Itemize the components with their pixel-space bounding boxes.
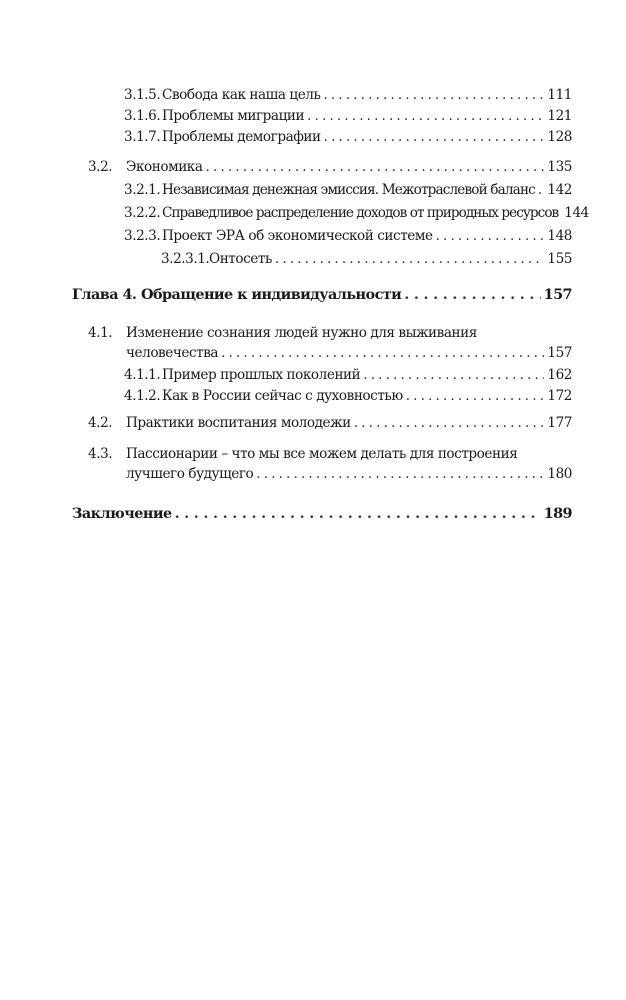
dot-leader [221, 343, 544, 363]
entry-page-number: 177 [547, 415, 572, 431]
dot-leader [404, 285, 540, 305]
entry-title: Как в России сейчас с духовностью [162, 388, 403, 404]
entry-title: Свобода как наша цель [162, 87, 321, 103]
chapter-number: Глава 4. [72, 286, 137, 303]
entry-title-line1: Изменение сознания людей нужно для выживания [126, 325, 477, 341]
entry-title: Пример прошлых поколений [162, 367, 361, 383]
entry-number: 3.2.1. [124, 182, 161, 198]
entry-title: Практики воспитания молодежи [126, 415, 351, 431]
entry-page-number: 155 [547, 251, 572, 267]
toc-entry-3-2-3-1[interactable] [161, 249, 572, 269]
dot-leader [436, 226, 545, 246]
toc-entry-3-2-3[interactable] [124, 226, 572, 246]
entry-number: 4.1.1. [124, 367, 161, 383]
entry-title: Проект ЭРА об экономической системе [162, 228, 433, 244]
entry-title: Проблемы миграции [162, 108, 305, 124]
entry-number: 3.1.6. [124, 108, 161, 124]
toc-entry-3-2-2[interactable] [124, 203, 589, 223]
toc-entry-4-1-first-line[interactable] [88, 323, 477, 343]
toc-entry-3-1-6[interactable] [124, 106, 572, 126]
dot-leader [175, 504, 541, 524]
entry-number: 3.2.2. [124, 205, 161, 221]
toc-entry-3-1-7[interactable] [124, 127, 572, 147]
entry-page-number: 144 [564, 205, 589, 221]
entry-page-number: 111 [547, 87, 572, 103]
entry-page-number: 135 [547, 159, 572, 175]
entry-page-number: 128 [547, 129, 572, 145]
dot-leader [323, 85, 544, 105]
toc-entry-3-2-1[interactable] [124, 180, 572, 200]
toc-entry-4-1[interactable] [126, 343, 572, 363]
conclusion-page-number: 189 [543, 505, 572, 522]
entry-page-number: 121 [547, 108, 572, 124]
entry-number: 4.1.2. [124, 388, 161, 404]
toc-entry-4-3-first-line[interactable] [88, 444, 517, 464]
entry-title: Экономика [126, 159, 203, 175]
chapter-page-number: 157 [543, 286, 572, 303]
dot-leader [406, 386, 545, 406]
entry-number: 4.3. [88, 446, 113, 462]
dot-leader [354, 413, 545, 433]
entry-number: 4.2. [88, 415, 113, 431]
toc-entry-4-1-2[interactable] [124, 386, 572, 406]
dot-leader [363, 365, 544, 385]
entry-title-line2: человечества [126, 345, 219, 361]
dot-leader [275, 249, 545, 269]
entry-title: Независимая денежная эмиссия. Межотраслевой баланс [162, 182, 535, 198]
entry-page-number: 162 [547, 367, 572, 383]
entry-page-number: 142 [547, 182, 572, 198]
chapter-title: Обращение к индивидуальности [141, 286, 402, 303]
entry-title-line1: Пассионарии – что мы все можем делать для построения [126, 446, 518, 462]
entry-title-line2: лучшего будущего [126, 466, 254, 482]
toc-chapter-4[interactable] [72, 285, 572, 305]
entry-number: 3.1.5. [124, 87, 161, 103]
entry-number: 3.2.3. [124, 228, 161, 244]
dot-leader [206, 157, 545, 177]
entry-title: Проблемы демографии [162, 129, 321, 145]
dot-leader [324, 127, 545, 147]
entry-page-number: 172 [547, 388, 572, 404]
toc-entry-4-1-1[interactable] [124, 365, 572, 385]
entry-title: Онтосеть [209, 251, 272, 267]
entry-number: 3.2. [88, 159, 113, 175]
entry-number: 3.2.3.1. [161, 251, 210, 267]
dot-leader [538, 180, 544, 200]
dot-leader [256, 464, 544, 484]
entry-number: 3.1.7. [124, 129, 161, 145]
toc-conclusion[interactable] [72, 504, 572, 524]
entry-title: Справедливое распределение доходов от природных ресурсов [162, 205, 559, 221]
toc-entry-3-2[interactable] [88, 157, 572, 177]
entry-page-number: 157 [547, 345, 572, 361]
entry-page-number: 148 [547, 228, 572, 244]
dot-leader [307, 106, 544, 126]
conclusion-title: Заключение [72, 505, 172, 522]
entry-page-number: 180 [547, 466, 572, 482]
toc-entry-3-1-5[interactable] [124, 85, 572, 105]
entry-number: 4.1. [88, 325, 113, 341]
toc-entry-4-3[interactable] [126, 464, 572, 484]
toc-entry-4-2[interactable] [88, 413, 572, 433]
